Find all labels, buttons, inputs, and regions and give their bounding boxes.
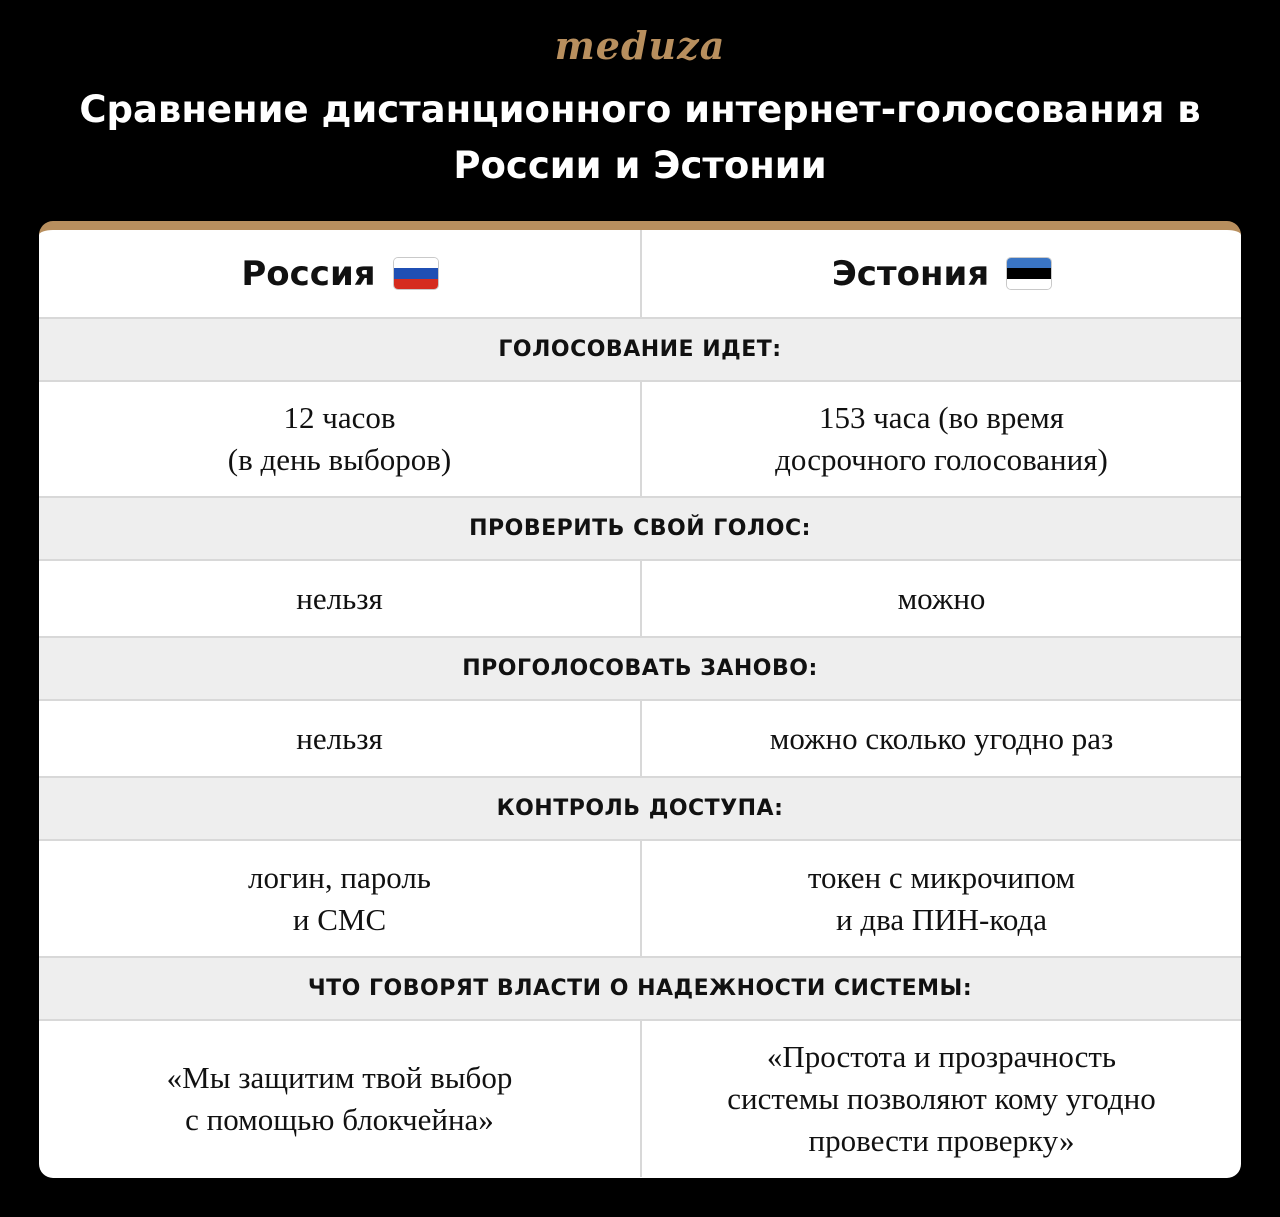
comparison-table (39, 221, 1241, 1178)
section-heading-voting-duration: ГОЛОСОВАНИЕ ИДЕТ: (39, 319, 1241, 382)
estonia-flag-icon (1007, 258, 1051, 289)
estonia-value: «Простота и прозрачность системы позволяют кому угодно провести проверку» (640, 1021, 1241, 1177)
section-heading-authorities-statement: ЧТО ГОВОРЯТ ВЛАСТИ О НАДЕЖНОСТИ СИСТЕМЫ: (39, 958, 1241, 1021)
section-heading-verify-vote: ПРОВЕРИТЬ СВОЙ ГОЛОС: (39, 498, 1241, 561)
table-row (39, 561, 1241, 638)
estonia-value: токен с микрочипом и два ПИН-кода (640, 841, 1241, 956)
column-header-russia (39, 230, 640, 317)
section-heading-revote: ПРОГОЛОСОВАТЬ ЗАНОВО: (39, 638, 1241, 701)
table-row (39, 382, 1241, 498)
estonia-value: можно сколько угодно раз (640, 701, 1241, 776)
estonia-value: 153 часа (во время досрочного голосования) (640, 382, 1241, 496)
table-row (39, 701, 1241, 778)
section-heading-access-control: КОНТРОЛЬ ДОСТУПА: (39, 778, 1241, 841)
russia-value: нельзя (296, 720, 383, 756)
table-header (39, 230, 1241, 319)
column-label-estonia: Эстония (831, 253, 990, 294)
column-header-estonia (640, 230, 1241, 317)
russia-value: 12 часов (в день выборов) (227, 400, 452, 477)
meduza-logo: meduza (554, 23, 726, 68)
russia-flag-icon (394, 258, 438, 289)
estonia-value: можно (640, 561, 1241, 636)
russia-value: логин, пароль и СМС (248, 859, 431, 937)
column-label-russia: Россия (241, 253, 376, 294)
russia-value: «Мы защитим твой выбор с помощью блокчейна» (166, 1060, 513, 1137)
russia-value: нельзя (296, 580, 383, 616)
table-row (39, 841, 1241, 958)
page-title: Сравнение дистанционного интернет-голосования в России и Эстонии (79, 88, 1201, 187)
table-row (39, 1021, 1241, 1177)
